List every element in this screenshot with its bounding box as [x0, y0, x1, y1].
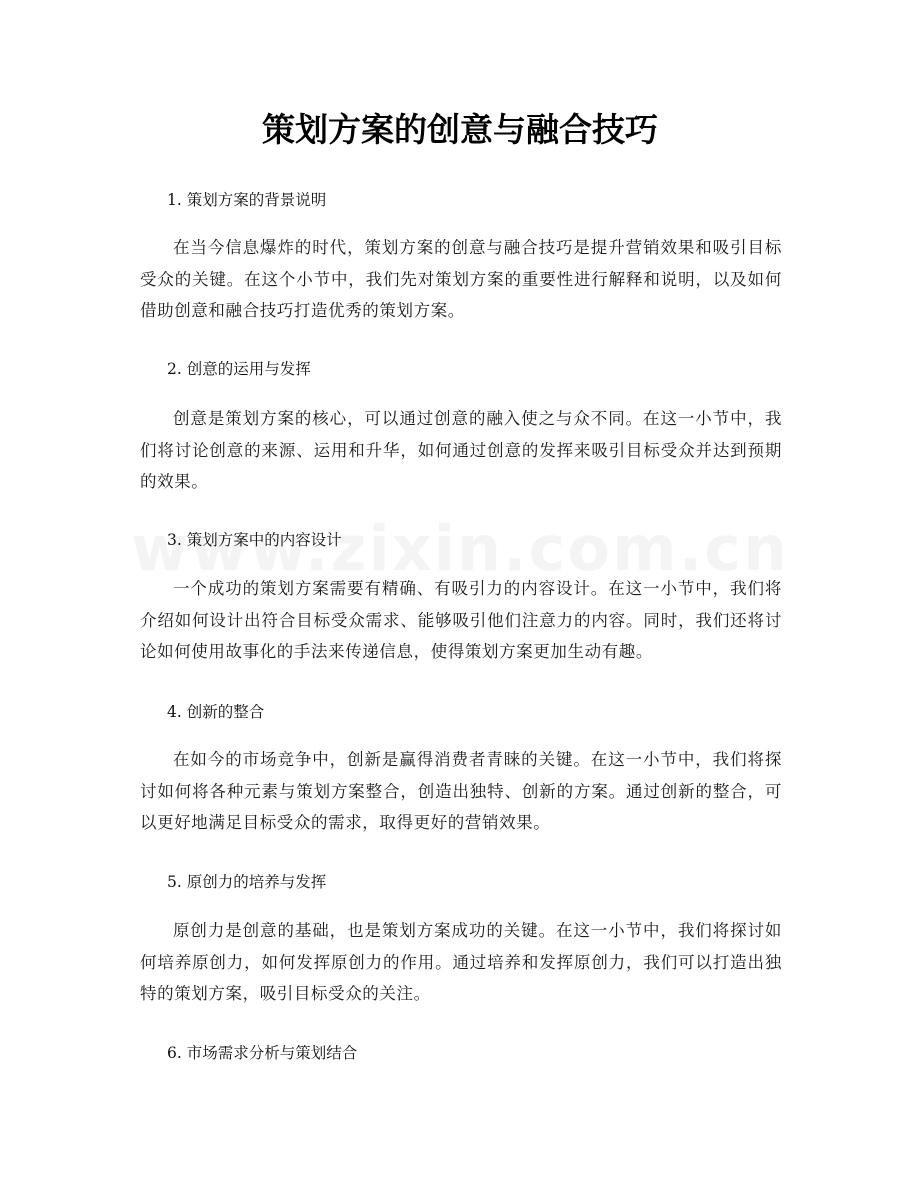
- section-paragraph: 一个成功的策划方案需要有精确、有吸引力的内容设计。在这一小节中，我们将介绍如何设计出符合目标受众需求、能够吸引他们注意力的内容。同时，我们还将讨论如何使用故事化的手法来传递信息，使得策划方案更加生动有趣。: [140, 579, 782, 661]
- section-2: [140, 357, 782, 381]
- section-1-body: [140, 232, 782, 327]
- section-3: [140, 528, 782, 552]
- document-title: 策划方案的创意与融合技巧: [262, 110, 658, 149]
- section-5-body: [140, 915, 782, 1010]
- section-paragraph: 创意是策划方案的核心，可以通过创意的融入使之与众不同。在这一小节中，我们将讨论创意的来源、运用和升华，如何通过创意的发挥来吸引目标受众并达到预期的效果。: [140, 409, 782, 491]
- section-paragraph: 在当今信息爆炸的时代，策划方案的创意与融合技巧是提升营销效果和吸引目标受众的关键。在这个小节中，我们先对策划方案的重要性进行解释和说明，以及如何借助创意和融合技巧打造优秀的策划方案。: [140, 238, 782, 320]
- section-heading: 4. 创新的整合: [167, 703, 265, 721]
- section-heading: 3. 策划方案中的内容设计: [167, 531, 342, 549]
- section-heading: 2. 创意的运用与发挥: [167, 360, 311, 378]
- section-1: [140, 188, 782, 212]
- section-heading: 6. 市场需求分析与策划结合: [167, 1044, 358, 1062]
- section-3-body: [140, 573, 782, 668]
- section-heading: 1. 策划方案的背景说明: [167, 191, 327, 209]
- section-4-body: [140, 744, 782, 839]
- section-6: [140, 1041, 782, 1065]
- section-paragraph: 原创力是创意的基础，也是策划方案成功的关键。在这一小节中，我们将探讨如何培养原创力，如何发挥原创力的作用。通过培养和发挥原创力，我们可以打造出独特的策划方案，吸引目标受众的关注。: [140, 921, 782, 1003]
- section-2-body: [140, 403, 782, 498]
- section-heading: 5. 原创力的培养与发挥: [167, 873, 327, 891]
- section-5: [140, 870, 782, 894]
- section-4: [140, 700, 782, 724]
- section-paragraph: 在如今的市场竞争中，创新是赢得消费者青睐的关键。在这一小节中，我们将探讨如何将各种元素与策划方案整合，创造出独特、创新的方案。通过创新的整合，可以更好地满足目标受众的需求，取得更好的营销效果。: [140, 750, 782, 832]
